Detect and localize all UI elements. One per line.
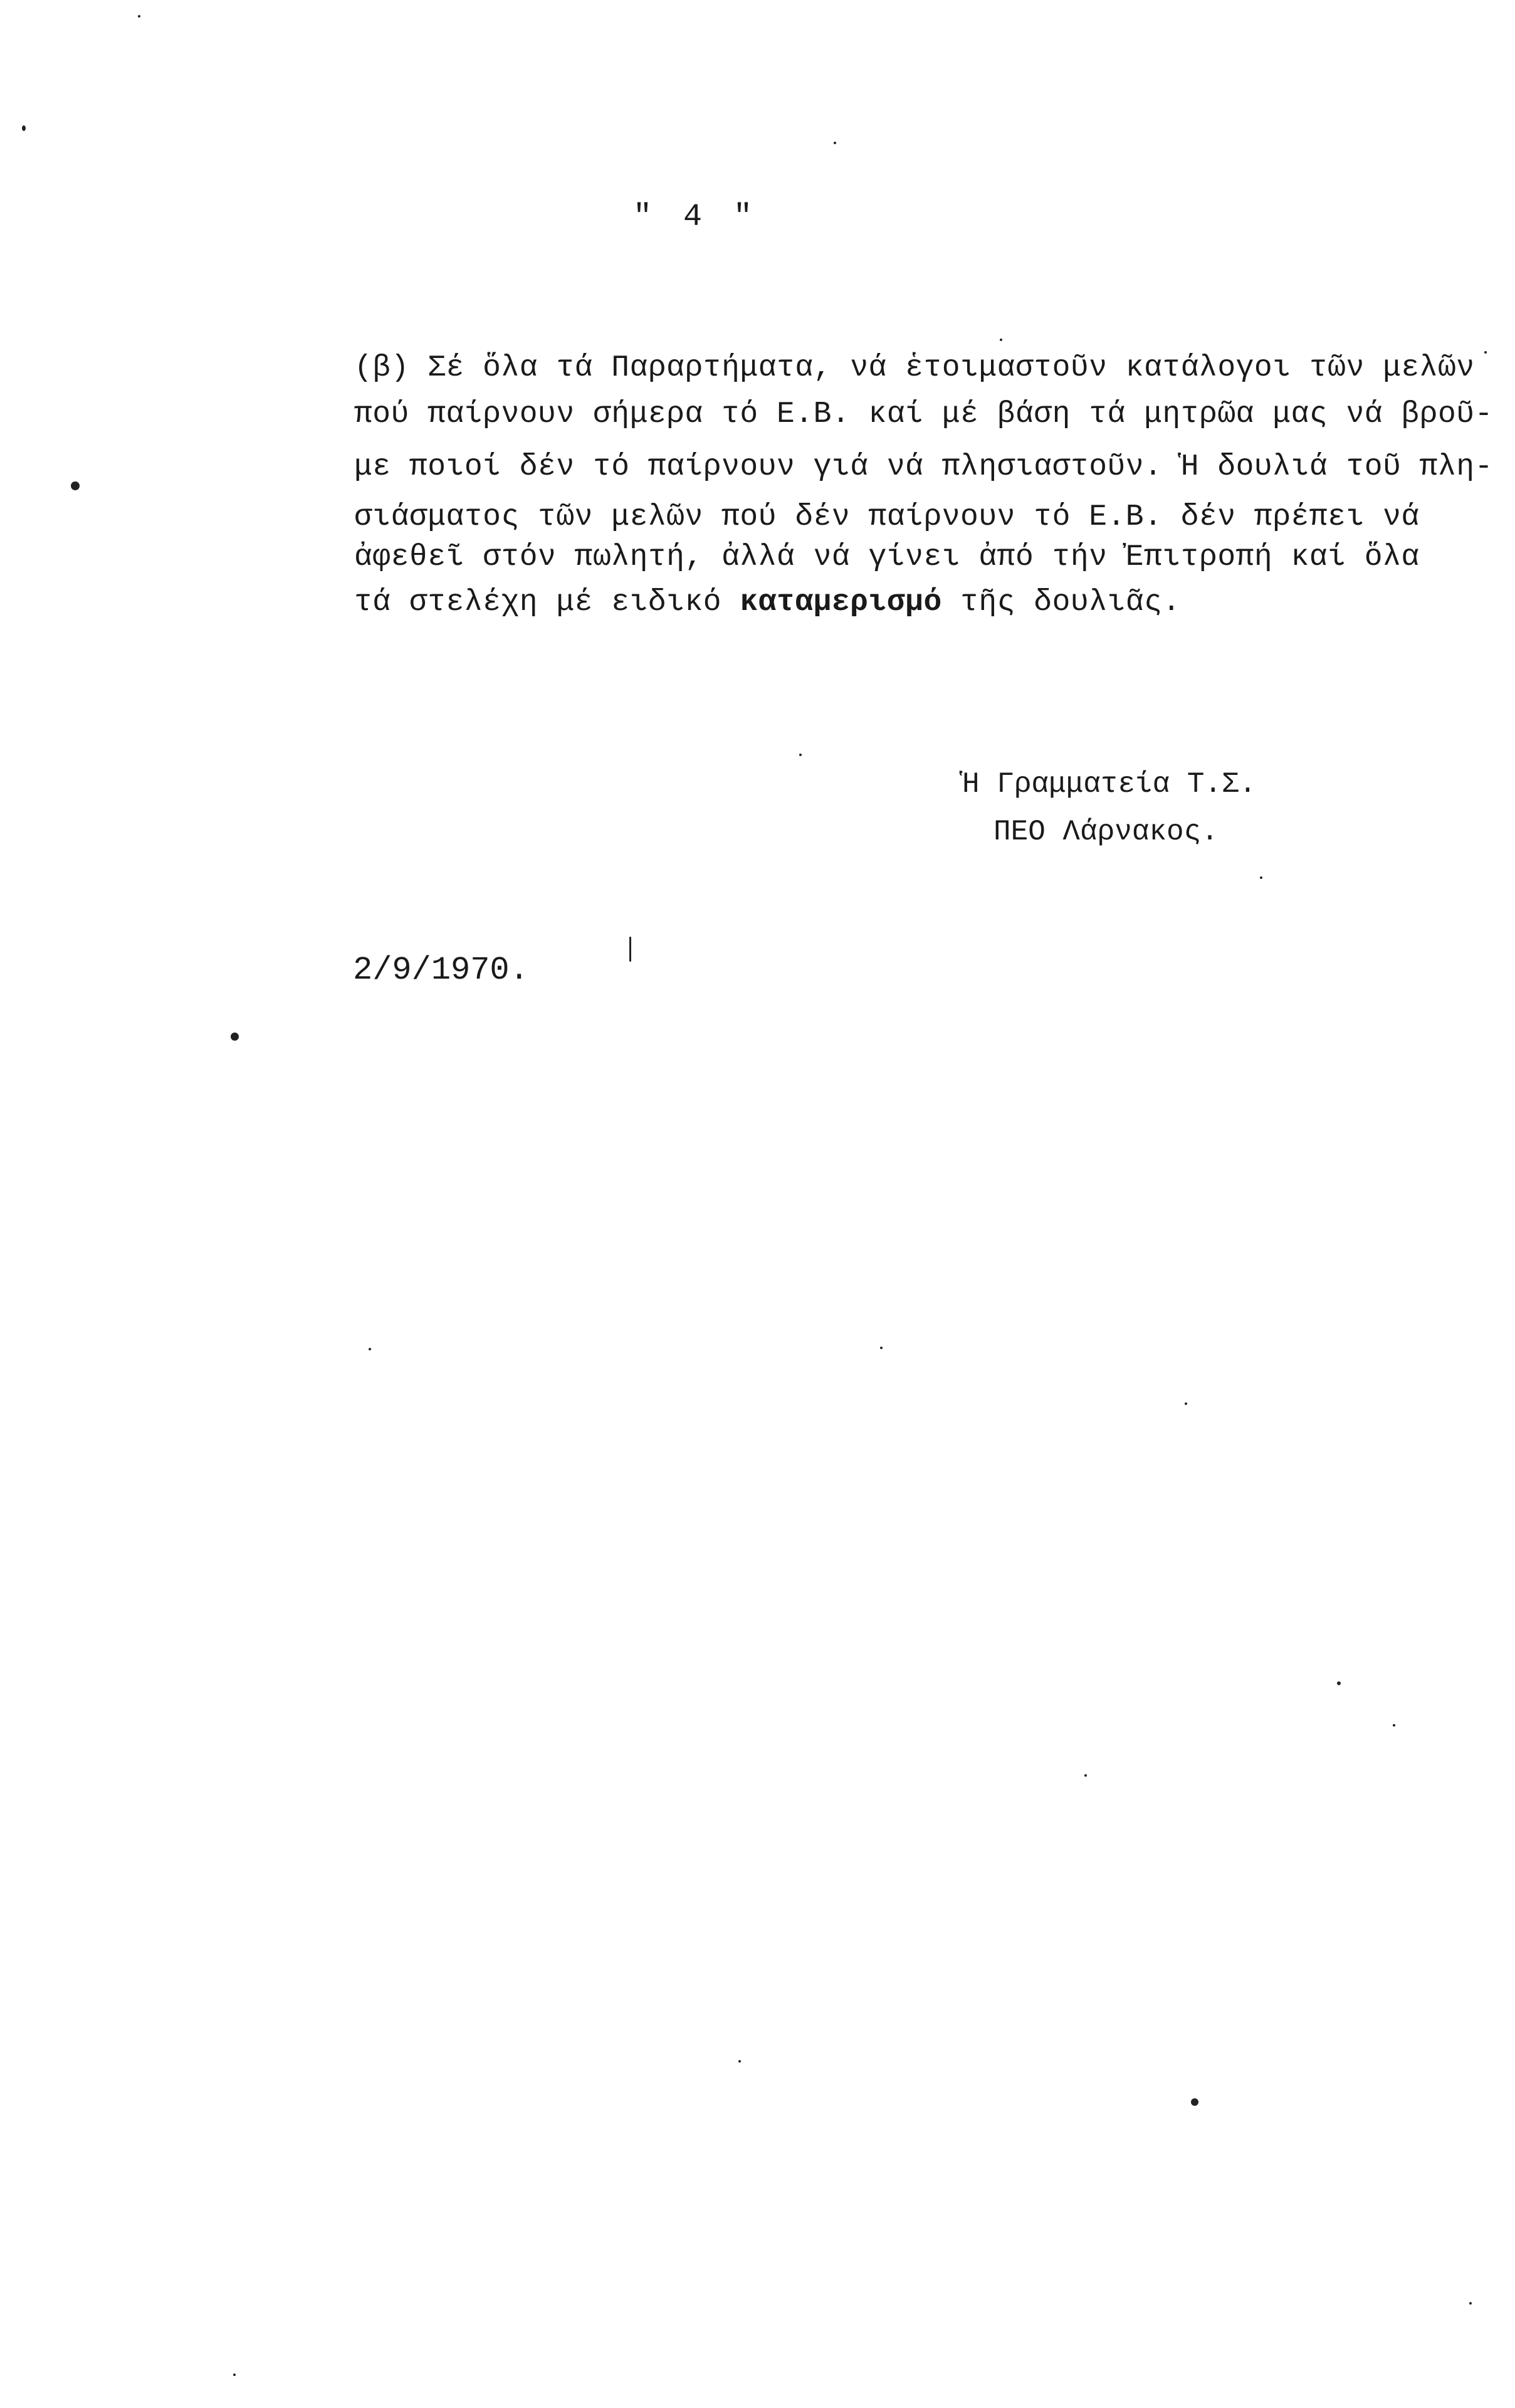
scan-speck: [1469, 2302, 1472, 2305]
paragraph-line: με ποιοί δέν τό παίρνουν γιά νά πλησιαστοῦν. Ἡ δουλιά τοῦ πλη-: [354, 450, 1493, 484]
scan-speck: [1000, 339, 1002, 341]
scan-speck: [1484, 351, 1487, 354]
scan-speck: [138, 15, 140, 18]
scan-speck: [799, 754, 802, 756]
paragraph-line: πού παίρνουν σήμερα τό Ε.Β. καί μέ βάση τά μητρῶα μας νά βροῦ-: [354, 397, 1493, 431]
scan-speck: [231, 1033, 239, 1041]
scan-speck: [22, 125, 26, 131]
scan-speck: [834, 142, 836, 144]
paragraph-line: ἀφεθεῖ στόν πωλητή, ἀλλά νά γίνει ἀπό τήν Ἐπιτροπή καί ὅλα: [354, 540, 1420, 574]
scan-speck: [1260, 876, 1262, 879]
page-number: " 4 ": [633, 199, 759, 235]
paragraph-last-line: [354, 586, 1181, 619]
document-date: 2/9/1970.: [353, 952, 529, 989]
scan-speck: [738, 2060, 741, 2063]
paragraph-line-end: τῆς δουλιᾶς.: [941, 586, 1181, 619]
paragraph-line-start: τά στελέχη μέ ειδικό: [354, 586, 740, 619]
signature-line-1: Ἡ Γραμματεία Τ.Σ.: [962, 768, 1257, 801]
scan-speck: [880, 1347, 883, 1349]
scan-speck: [1191, 2098, 1198, 2106]
paragraph-line: (β) Σέ ὅλα τά Παραρτήματα, νά ἑτοιμαστοῦν κατάλογοι τῶν μελῶν: [354, 351, 1475, 385]
scan-speck: [369, 1348, 371, 1350]
scan-speck: [1337, 1681, 1341, 1685]
scan-speck: [233, 2374, 236, 2376]
paragraph-line: σιάσματος τῶν μελῶν πού δέν παίρνουν τό Ε.Β. δέν πρέπει νά: [354, 500, 1420, 534]
scan-speck: [1393, 1724, 1395, 1727]
signature-line-2: ΠΕΟ Λάρνακος.: [993, 816, 1219, 848]
overtyped-word: καταμερισμό: [740, 586, 942, 619]
scan-speck: [1084, 1774, 1087, 1777]
scan-speck: [71, 481, 80, 490]
scan-speck: [1185, 1402, 1187, 1405]
scan-speck: [629, 937, 631, 962]
